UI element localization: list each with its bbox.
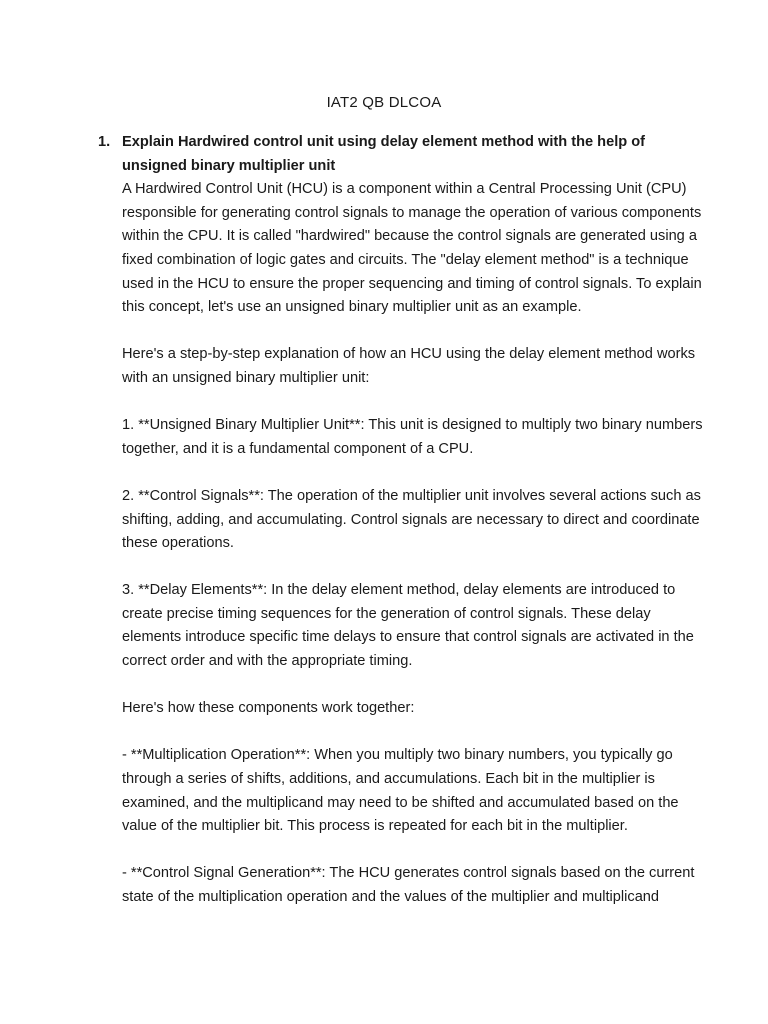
question-heading: Explain Hardwired control unit using delay element method with the help of unsigned binary multiplier unit xyxy=(122,134,645,174)
answer-paragraph: 3. **Delay Elements**: In the delay element method, delay elements are introduced to create precise timing sequences for the generation of control signals. These delay elements introduce specific time delays to ensure that control signals are activated in the correct order and with the appropriate timing. xyxy=(122,582,694,670)
answer-paragraph: 2. **Control Signals**: The operation of the multiplier unit involves several actions such as shifting, adding, and accumulating. Control signals are necessary to direct and coordinate these operations. xyxy=(122,487,701,552)
question-item xyxy=(98,131,710,933)
answer-paragraph: - **Multiplication Operation**: When you multiply two binary numbers, you typically go through a series of shifts, additions, and accumulations. Each bit in the multiplier is examined, and the multiplicand may need to be shifted and accumulated based on the value of the multiplier bit. This process is repeated for each bit in the multiplier. xyxy=(122,747,679,835)
document-title: IAT2 QB DLCOA xyxy=(326,94,442,111)
answer-paragraph: 1. **Unsigned Binary Multiplier Unit**: This unit is designed to multiply two binary numbers together, and it is a fundamental component of a CPU. xyxy=(122,417,703,457)
answer-paragraph: Here's a step-by-step explanation of how an HCU using the delay element method works with an unsigned binary multiplier unit: xyxy=(122,346,696,386)
question-body xyxy=(122,131,710,910)
answer-paragraph: A Hardwired Control Unit (HCU) is a component within a Central Processing Unit (CPU) responsible for generating control signals to manage the operation of various components within the CPU. It is called "hardwired" because the control signals are generated using a fixed combination of logic gates and circuits. The "delay element method" is a technique used in the HCU to ensure the proper sequencing and timing of control signals. To explain this concept, let's use an unsigned binary multiplier unit as an example. xyxy=(122,181,702,316)
answer-paragraph: - **Control Signal Generation**: The HCU generates control signals based on the current state of the multiplication operation and the values of the multiplier and multiplicand xyxy=(122,865,695,905)
answer-paragraph: Here's how these components work together: xyxy=(122,700,415,717)
question-number: 1. xyxy=(98,134,111,150)
